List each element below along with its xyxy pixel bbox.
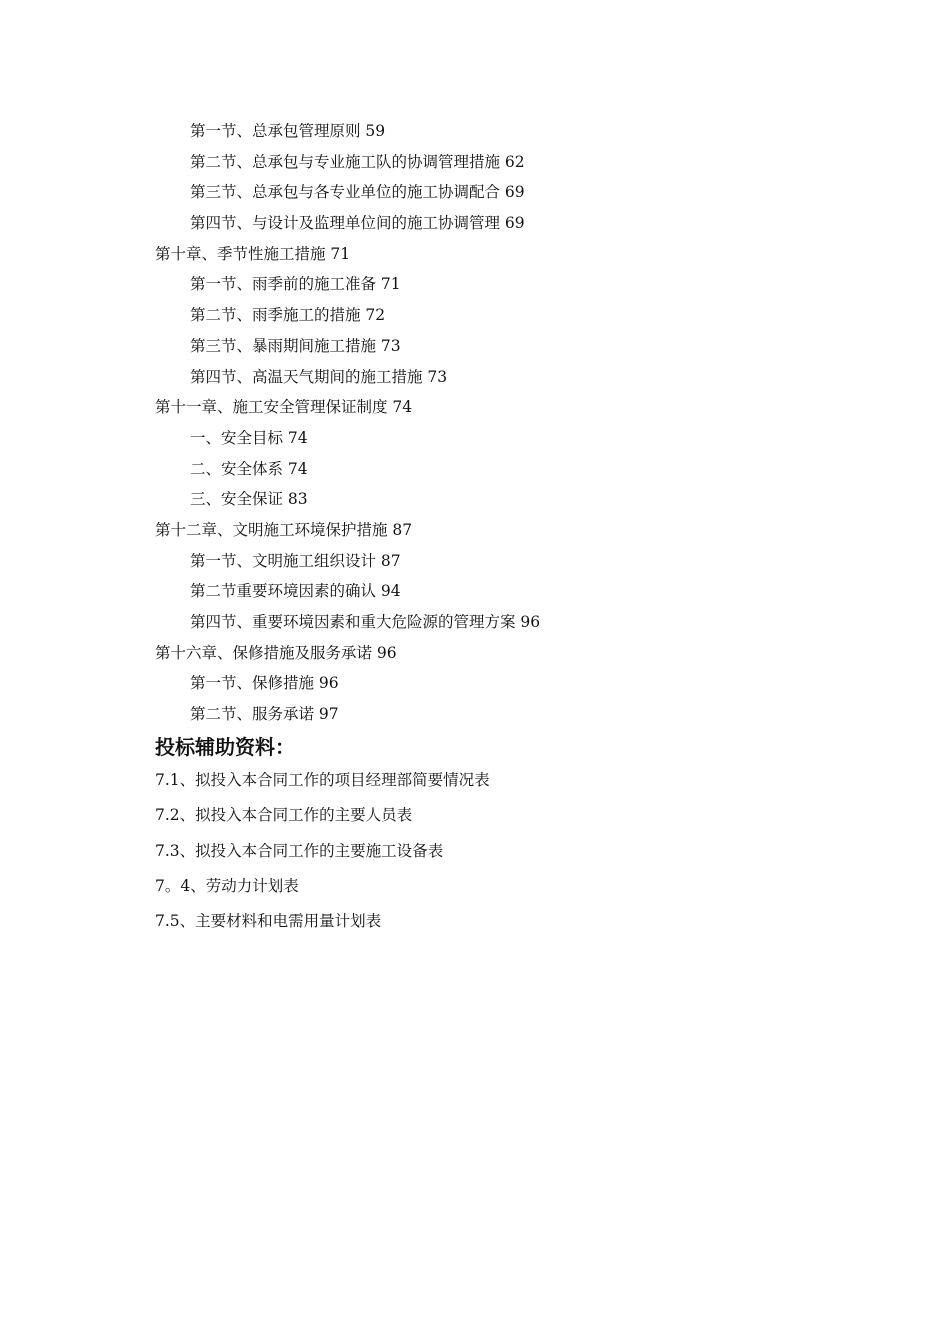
toc-entry: 三、安全保证 83 [190,490,308,509]
toc-chapter: 第十一章、施工安全管理保证制度 74 [155,398,413,417]
toc-entry: 第四节、高温天气期间的施工措施 73 [190,367,448,386]
bid-auxiliary-materials [155,731,855,939]
aux-list-item: 7.2、拟投入本合同工作的主要人员表 [155,806,413,825]
toc-chapter: 第十六章、保修措施及服务承诺 96 [155,643,397,662]
toc-entry: 一、安全目标 74 [190,428,308,447]
aux-list-item: 7。4、劳动力计划表 [155,876,299,895]
aux-list-item: 7.5、主要材料和电需用量计划表 [155,912,382,931]
toc-entry: 第一节、雨季前的施工准备 71 [190,275,401,294]
toc-entry: 第三节、总承包与各专业单位的施工协调配合 69 [190,183,525,202]
toc-entry: 第二节重要环境因素的确认 94 [190,582,401,601]
toc-chapter: 第十章、季节性施工措施 71 [155,244,351,263]
aux-list-item: 7.1、拟投入本合同工作的项目经理部简要情况表 [155,771,490,789]
toc-entry: 第一节、保修措施 96 [190,674,339,693]
toc-entry: 第一节、总承包管理原则 59 [190,122,386,140]
toc-chapter: 第十二章、文明施工环境保护措施 87 [155,520,413,539]
section-heading: 投标辅助资料： [155,735,295,759]
toc-entry: 第二节、雨季施工的措施 72 [190,306,386,325]
toc-entry: 第一节、文明施工组织设计 87 [190,551,401,570]
aux-list-item: 7.3、拟投入本合同工作的主要施工设备表 [155,841,444,860]
table-of-contents [155,116,855,730]
toc-entry: 第二节、服务承诺 97 [190,705,339,724]
toc-entry: 第四节、重要环境因素和重大危险源的管理方案 96 [190,613,541,631]
toc-entry: 第三节、暴雨期间施工措施 73 [190,336,401,355]
toc-entry: 第二节、总承包与专业施工队的协调管理措施 62 [190,152,525,171]
toc-entry: 第四节、与设计及监理单位间的施工协调管理 69 [190,214,525,233]
toc-entry: 二、安全体系 74 [190,459,308,478]
